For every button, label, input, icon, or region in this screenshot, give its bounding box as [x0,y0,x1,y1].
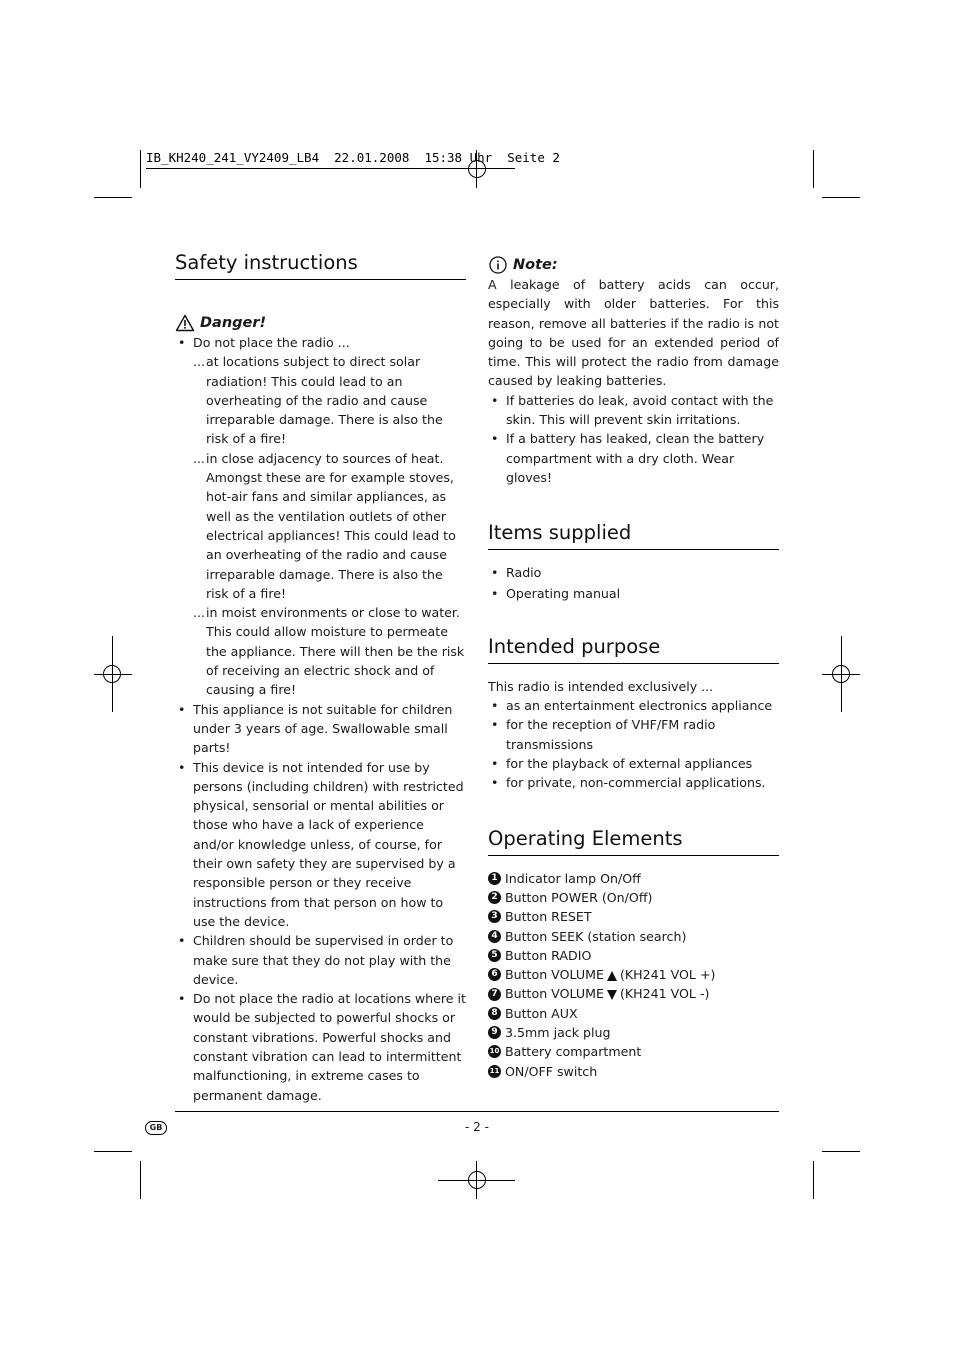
number-badge: 11 [488,1065,501,1078]
element-label: Button POWER (On/Off) [505,889,653,905]
sub-lead: ... [193,354,206,370]
note-heading-text: Note: [513,257,558,273]
element-label: Indicator lamp On/Off [505,870,641,886]
sub-item [193,352,466,448]
note-heading [488,255,779,275]
list-item: • If a battery has leaked, clean the battery compartment with a dry cloth. Wear gloves! [488,429,779,487]
page-number: - 2 - [465,1120,489,1134]
list-item [488,984,779,1003]
sub-lead: ... [193,450,206,466]
purpose-list [488,696,779,792]
number-badge: 10 [488,1045,501,1058]
list-item: • Radio [488,563,779,582]
elements-list [488,869,779,1081]
items-title: Items supplied [488,520,779,550]
triangle-down-icon [607,990,617,1000]
footer-rule [175,1111,779,1112]
element-label: Button AUX [505,1005,578,1021]
list-item: • This appliance is not suitable for children under 3 years of age. Swallowable small parts! [175,700,466,758]
list-item: • Operating manual [488,584,779,603]
info-icon [488,256,508,274]
language-badge: GB [145,1121,167,1135]
element-label: Button RADIO [505,947,592,963]
bullet1-lead: • Do not place the radio ... [193,335,350,350]
safety-title: Safety instructions [175,250,466,280]
purpose-title: Intended purpose [488,634,779,664]
list-item: • as an entertainment electronics appliance [488,696,779,715]
list-item [488,927,779,946]
danger-heading-text: Danger! [200,315,267,331]
list-item: • Do not place the radio at locations where it would be subjected to powerful shocks or constant vibrations. Powerful shocks and constant vibration can lead to intermittent malfunctioning, in extreme cases to permanent damage. [175,989,466,1105]
list-item: • for the playback of external appliances [488,754,779,773]
list-item [488,965,779,984]
element-label-pre: Button VOLUME [505,967,604,983]
list-item [175,333,466,700]
sub-lead: ... [193,605,206,621]
number-badge: 4 [488,930,501,943]
element-label [505,965,715,984]
element-label: Battery compartment [505,1044,642,1060]
number-badge: 7 [488,988,501,1001]
sub-item [193,449,466,603]
number-badge: 9 [488,1026,501,1039]
element-label-post: (KH241 VOL -) [619,986,710,1002]
number-badge: 3 [488,910,501,923]
list-item [488,907,779,926]
element-label: ON/OFF switch [505,1063,598,1079]
left-column [175,250,466,1105]
list-item [488,1042,779,1061]
items-list [488,563,779,603]
danger-list [175,333,466,1105]
print-slug: IB_KH240_241_VY2409_LB4 22.01.2008 15:38 Uhr Seite 2 [146,150,560,165]
list-item: • for private, non-commercial applications. [488,773,779,792]
note-text: A leakage of battery acids can occur, especially with older batteries. For this reason, remove all batteries if the radio is not going to be used for an extended period of time. This will protect the radio from damage caused by leaking batteries. [488,277,779,389]
number-badge: 5 [488,949,501,962]
list-item [488,1062,779,1081]
list-item: • for the reception of VHF/FM radio transmissions [488,715,779,754]
list-item [488,946,779,965]
list-item [488,869,779,888]
element-label [505,984,709,1003]
list-item [488,1004,779,1023]
right-column [488,250,779,1081]
list-item: • If batteries do leak, avoid contact with the skin. This will prevent skin irritations. [488,391,779,430]
danger-heading [175,313,466,333]
sub-item [193,603,466,699]
slug-rule [146,168,515,169]
number-badge: 2 [488,891,501,904]
list-item: • This device is not intended for use by persons (including children) with restricted physical, sensorial or mental abilities or those who have a lack of experience and/or knowledge unless, of course, for their own safety they are supervised by a responsible person or they receive instructions from that person on how to use the device. [175,758,466,932]
triangle-up-icon [607,971,617,981]
element-label: Button RESET [505,909,592,925]
number-badge: 6 [488,968,501,981]
sub-text: in moist environments or close to water. This could allow moisture to permeate the appliance. There will then be the risk of receiving an electric shock and of causing a fire! [206,605,465,698]
warning-icon [175,314,195,332]
number-badge: 1 [488,872,501,885]
elements-title: Operating Elements [488,826,779,856]
sub-text: in close adjacency to sources of heat. Amongst these are for example stoves, hot-air fans and similar appliances, as well as the ventilation outlets of other electrical appliances! This could lead to an overheating of the radio and cause irreparable damage. There is also the risk of a fire! [206,450,456,601]
note-list [488,391,779,487]
list-item [488,1023,779,1042]
element-label-pre: Button VOLUME [505,986,604,1002]
number-badge: 8 [488,1007,501,1020]
element-label: 3.5mm jack plug [505,1025,611,1041]
list-item: • Children should be supervised in order to make sure that they do not play with the device. [175,931,466,989]
sub-text: at locations subject to direct solar radiation! This could lead to an overheating of the radio and cause irreparable damage. There is also the risk of a fire! [206,354,443,447]
purpose-intro: This radio is intended exclusively ... [488,678,714,694]
list-item [488,888,779,907]
element-label: Button SEEK (station search) [505,928,687,944]
element-label-post: (KH241 VOL +) [619,967,716,983]
